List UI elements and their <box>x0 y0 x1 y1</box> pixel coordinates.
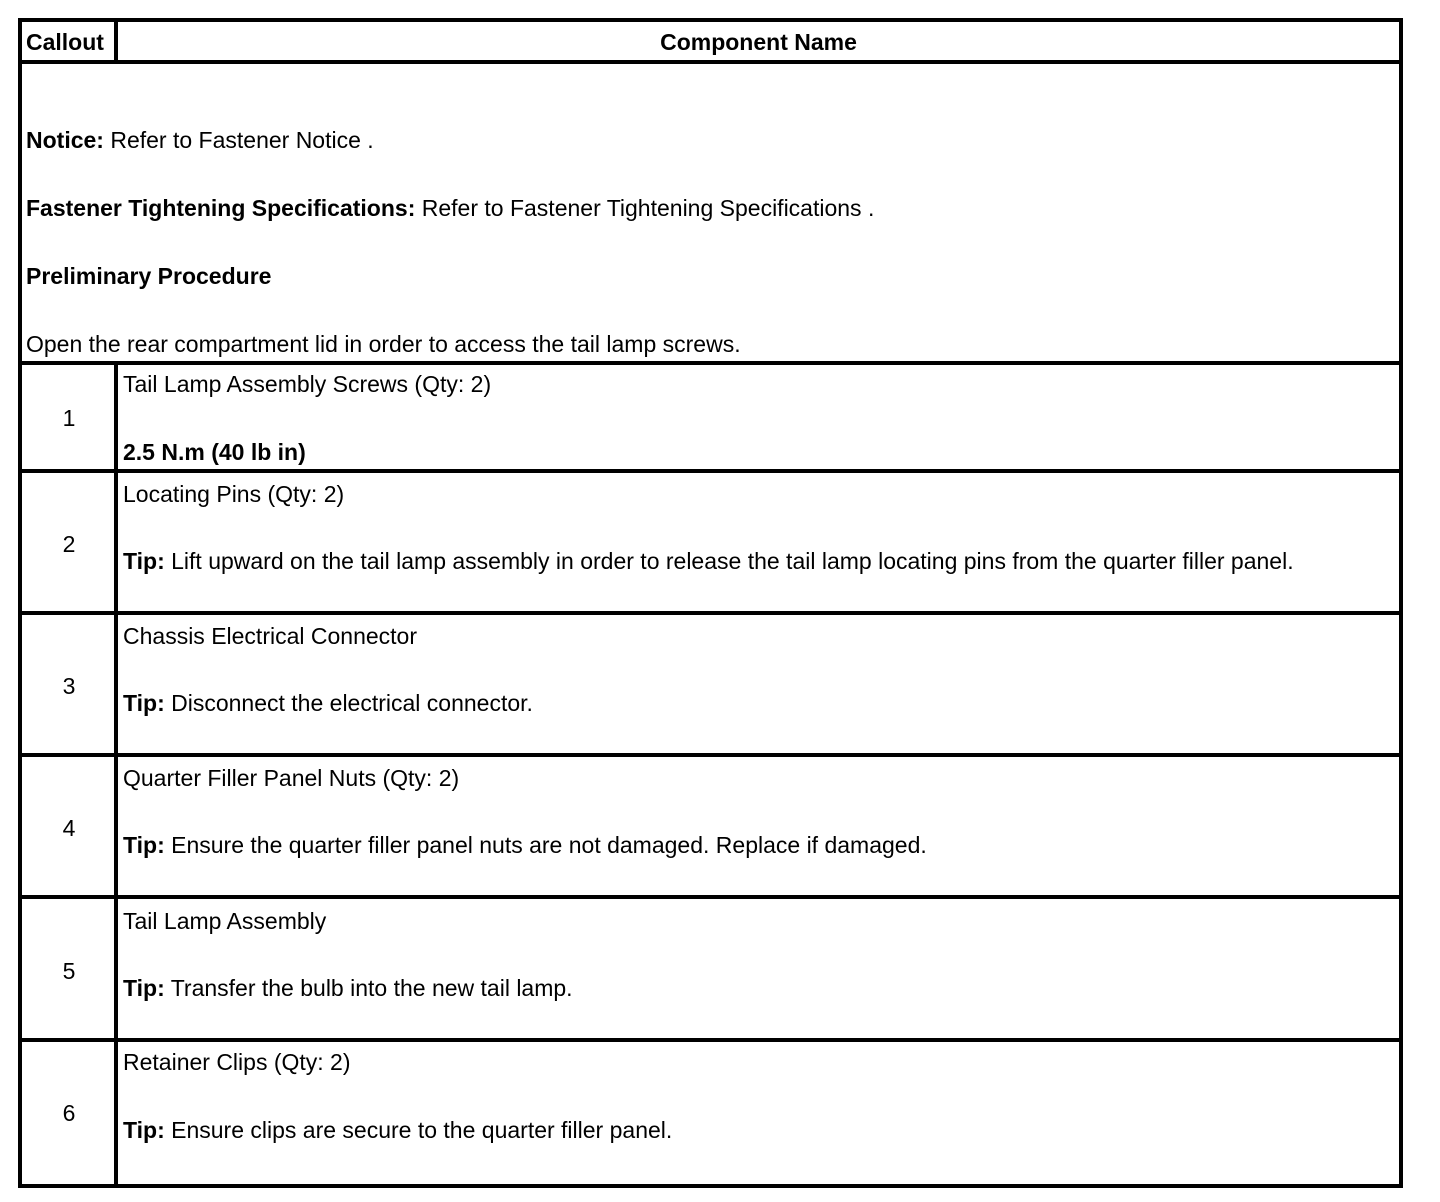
tip-label: Tip: <box>123 548 165 574</box>
component-tip <box>123 832 927 858</box>
fastener-spec-line <box>26 195 874 221</box>
tip-label: Tip: <box>123 1117 165 1143</box>
callout-number: 6 <box>62 1100 76 1126</box>
row-divider <box>18 1038 1403 1042</box>
row-divider <box>18 895 1403 899</box>
callout-number: 5 <box>62 958 76 984</box>
intro-divider <box>18 361 1403 365</box>
tip-text: Lift upward on the tail lamp assembly in order to release the tail lamp locating pins from the quarter filler panel. <box>164 548 1294 574</box>
tip-label: Tip: <box>123 975 165 1001</box>
tip-label: Tip: <box>123 690 165 716</box>
column-divider <box>114 361 118 1188</box>
row-divider <box>18 753 1403 757</box>
table-border <box>18 18 1403 1188</box>
component-name: Chassis Electrical Connector <box>123 623 418 649</box>
tip-label: Tip: <box>123 832 165 858</box>
preliminary-text: Open the rear compartment lid in order to access the tail lamp screws. <box>26 331 741 357</box>
row-divider <box>18 469 1403 473</box>
header-component-name: Component Name <box>660 29 857 55</box>
component-name: Retainer Clips (Qty: 2) <box>123 1049 351 1075</box>
fastener-spec-label: Fastener Tightening Specifications: <box>26 195 416 221</box>
header-callout: Callout <box>26 29 104 55</box>
tip-text: Transfer the bulb into the new tail lamp. <box>164 975 573 1001</box>
notice-label: Notice: <box>26 127 104 153</box>
preliminary-heading: Preliminary Procedure <box>26 263 272 289</box>
callout-number: 3 <box>62 673 76 699</box>
callout-number: 1 <box>62 405 76 431</box>
callout-number: 2 <box>62 531 76 557</box>
fastener-spec-text: Refer to Fastener Tightening Specifications . <box>415 195 875 221</box>
component-tip <box>123 690 533 716</box>
row-divider <box>18 611 1403 615</box>
torque-spec: 2.5 N.m (40 lb in) <box>123 439 306 465</box>
tip-text: Disconnect the electrical connector. <box>164 690 533 716</box>
component-tip <box>123 1117 672 1143</box>
component-name: Tail Lamp Assembly <box>123 908 327 934</box>
tip-text: Ensure the quarter filler panel nuts are not damaged. Replace if damaged. <box>164 832 927 858</box>
component-name: Tail Lamp Assembly Screws (Qty: 2) <box>123 371 492 397</box>
component-name: Quarter Filler Panel Nuts (Qty: 2) <box>123 765 460 791</box>
component-name: Locating Pins (Qty: 2) <box>123 481 345 507</box>
notice-line <box>26 127 374 153</box>
tip-text: Ensure clips are secure to the quarter filler panel. <box>164 1117 673 1143</box>
notice-text: Refer to Fastener Notice . <box>103 127 374 153</box>
component-tip <box>123 975 573 1001</box>
callout-number: 4 <box>62 815 76 841</box>
header-divider <box>18 60 1403 64</box>
component-tip <box>123 548 1294 574</box>
